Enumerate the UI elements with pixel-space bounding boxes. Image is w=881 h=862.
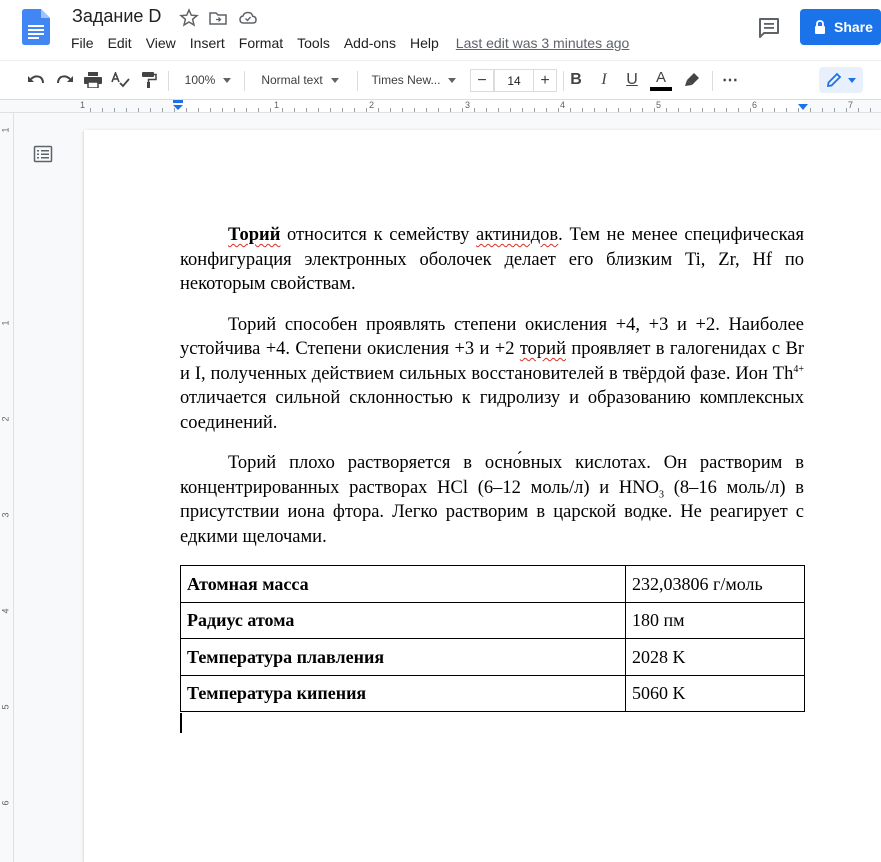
font-family-value: Times New... — [371, 73, 441, 87]
spell-error-word[interactable]: торий — [519, 339, 566, 359]
ruler-tick — [150, 108, 151, 112]
ruler-tick — [222, 108, 223, 112]
ruler-tick — [666, 108, 667, 112]
ruler-tick — [162, 108, 163, 112]
ruler-tick — [726, 108, 727, 112]
ruler-tick — [330, 108, 331, 112]
ruler-tick — [390, 108, 391, 112]
ruler-tick — [450, 108, 451, 112]
editing-mode-button[interactable] — [819, 67, 863, 93]
print-button[interactable] — [81, 61, 105, 99]
chevron-down-icon — [331, 78, 339, 83]
more-options-button[interactable]: ⋯ — [722, 72, 738, 89]
ruler-number: 6 — [0, 800, 11, 806]
increase-font-size-button[interactable]: + — [533, 69, 557, 92]
ruler-tick — [186, 108, 187, 112]
share-button[interactable] — [800, 9, 881, 45]
ruler-tick — [510, 108, 511, 112]
ruler-tick — [126, 108, 127, 112]
ruler-tick — [246, 108, 247, 112]
print-icon — [84, 72, 102, 88]
toolbar — [0, 60, 881, 100]
ruler-tick — [102, 108, 103, 112]
ruler-tick — [870, 108, 871, 112]
ruler-tick — [570, 108, 571, 112]
ruler-tick — [414, 108, 415, 112]
ruler-number: 5 — [656, 100, 662, 110]
paragraph-text: . Тем не менее специфическая конфигурация электронных оболочек делает его близким Ti, Zr, Hf по некоторым свойствам. — [180, 225, 804, 294]
subscript: 3 — [658, 489, 664, 501]
paragraph-1[interactable] — [180, 223, 804, 297]
ruler-tick — [654, 108, 655, 112]
ruler-tick — [798, 108, 799, 112]
properties-table[interactable] — [180, 565, 805, 712]
spell-error-word[interactable]: Торий — [228, 225, 281, 245]
spellcheck-icon — [111, 72, 131, 88]
table-row[interactable] — [181, 639, 805, 676]
ruler-number: 4 — [0, 608, 11, 614]
ruler-tick — [750, 108, 751, 112]
table-cell-value[interactable]: 232,03806 г/моль — [626, 566, 805, 603]
italic-button[interactable]: I — [601, 71, 607, 88]
menu-add-ons[interactable]: Add-ons — [343, 35, 396, 51]
ruler-number: 7 — [848, 100, 854, 110]
ruler-tick — [498, 108, 499, 112]
ruler-number: 1 — [274, 100, 280, 110]
paint-format-button[interactable] — [137, 61, 161, 99]
ruler-tick — [474, 108, 475, 112]
comments-icon[interactable] — [755, 14, 783, 42]
ruler-tick — [294, 108, 295, 112]
ruler-number: 3 — [465, 100, 471, 110]
ruler-tick — [786, 108, 787, 112]
ruler-tick — [378, 108, 379, 112]
ruler-tick — [522, 108, 523, 112]
bold-button[interactable]: B — [570, 71, 582, 88]
ruler-tick — [690, 108, 691, 112]
text-color-swatch — [650, 87, 672, 91]
menu-view[interactable]: View — [145, 35, 176, 51]
ruler-number: 1 — [80, 100, 86, 110]
paragraph-style-select[interactable] — [253, 61, 347, 99]
ruler-tick — [462, 108, 463, 112]
vertical-ruler[interactable] — [0, 113, 14, 862]
ruler-tick — [366, 108, 367, 112]
ruler-tick — [318, 108, 319, 112]
chevron-down-icon — [223, 78, 231, 83]
text-color-button[interactable] — [650, 61, 672, 99]
cloud-saved-icon[interactable] — [238, 8, 258, 28]
menu-bar — [64, 33, 629, 53]
ruler-tick — [834, 108, 835, 112]
ruler-tick — [630, 108, 631, 112]
spell-error-word[interactable]: актинидов — [476, 225, 559, 245]
pencil-icon — [826, 72, 842, 88]
document-body[interactable] — [180, 223, 804, 733]
ruler-tick — [762, 108, 763, 112]
ruler-tick — [402, 108, 403, 112]
highlight-button[interactable] — [681, 61, 703, 99]
ruler-tick — [846, 108, 847, 112]
ruler-tick — [198, 108, 199, 112]
menu-file[interactable]: File — [71, 35, 94, 51]
superscript: 4+ — [793, 363, 804, 375]
paragraph-text: отличается сильной склонностью к гидролизу и образованию комплексных соединений. — [180, 388, 804, 433]
ruler-tick — [618, 108, 619, 112]
ruler-tick — [774, 108, 775, 112]
document-page[interactable] — [84, 130, 881, 862]
table-cell-value[interactable]: 180 пм — [626, 602, 805, 639]
table-cell-label[interactable]: Радиус атома — [181, 602, 626, 639]
document-title[interactable]: Задание D — [72, 6, 162, 26]
ruler-number: 3 — [0, 512, 11, 518]
text-color-glyph: A — [655, 68, 666, 86]
ruler-tick — [678, 108, 679, 112]
ruler-tick — [822, 108, 823, 112]
ruler-number: 5 — [0, 704, 11, 710]
ruler-tick — [426, 108, 427, 112]
lock-icon — [814, 20, 826, 34]
ruler-tick — [138, 108, 139, 112]
docs-logo-icon[interactable] — [22, 9, 50, 45]
highlighter-icon — [684, 72, 700, 88]
ruler-number: 6 — [752, 100, 758, 110]
table-cell-label[interactable]: Атомная масса — [181, 566, 626, 603]
table-cell-label[interactable]: Температура кипения — [181, 675, 626, 712]
paragraph-3[interactable] — [180, 451, 804, 549]
menu-help[interactable]: Help — [409, 35, 439, 51]
table-row[interactable] — [181, 602, 805, 639]
ruler-tick — [858, 108, 859, 112]
menu-insert[interactable]: Insert — [189, 35, 225, 51]
decrease-font-size-button[interactable]: − — [470, 69, 494, 92]
chevron-down-icon — [448, 78, 456, 83]
table-row[interactable] — [181, 566, 805, 603]
ruler-tick — [306, 108, 307, 112]
app-header — [0, 0, 881, 60]
paragraph-text: (8–16 моль/л) в присутствии иона фтора. Легко растворим в царской водке. Не реагирует с едкими щелочами. — [180, 477, 804, 547]
ruler-text-area — [178, 100, 803, 112]
paragraph-text: проявляет в галогенидах с Br и I, полученных действием сильных восстановителей в твёрдой фазе. Ион Th — [180, 339, 804, 384]
ruler-tick — [582, 108, 583, 112]
ruler-tick — [354, 108, 355, 112]
ruler-number: 1 — [0, 127, 11, 133]
ruler-tick — [210, 108, 211, 112]
ruler-tick — [438, 108, 439, 112]
redo-button[interactable] — [53, 61, 77, 99]
menu-tools[interactable]: Tools — [297, 35, 330, 51]
star-icon[interactable] — [179, 8, 199, 28]
ruler-tick — [642, 108, 643, 112]
spellcheck-button[interactable] — [109, 61, 133, 99]
ruler-tick — [486, 108, 487, 112]
chevron-down-icon — [848, 78, 856, 83]
font-family-select[interactable] — [367, 61, 461, 99]
ruler-tick — [174, 108, 175, 112]
paragraph-text: Торий способен проявлять степени окисления +4, +3 и +2. Наиболее устойчива +4. Степени окисления +3 и +2 — [180, 314, 804, 359]
ruler-tick — [90, 108, 91, 112]
table-cell-value[interactable]: 2028 K — [626, 639, 805, 676]
paragraph-text: Торий плохо растворяется в осно́вных кислотах. Он растворим в концентрированных растворах HCl (6–12 моль/л) и HNO — [180, 453, 804, 498]
share-label: Share — [834, 19, 873, 35]
horizontal-ruler[interactable] — [0, 100, 881, 113]
move-folder-icon[interactable] — [208, 8, 228, 28]
ruler-tick — [810, 108, 811, 112]
ruler-tick — [282, 108, 283, 112]
ruler-tick — [114, 108, 115, 112]
table-row[interactable] — [181, 675, 805, 712]
document-outline-icon[interactable] — [33, 144, 53, 164]
ruler-tick — [342, 108, 343, 112]
ruler-tick — [594, 108, 595, 112]
ruler-number: 1 — [0, 320, 11, 326]
ruler-tick — [714, 108, 715, 112]
paint-format-icon — [141, 71, 157, 89]
ruler-tick — [534, 108, 535, 112]
zoom-value: 100% — [184, 73, 216, 87]
ruler-number: 4 — [560, 100, 566, 110]
menu-edit[interactable]: Edit — [107, 35, 132, 51]
ruler-tick — [558, 108, 559, 112]
ruler-tick — [234, 108, 235, 112]
ruler-tick — [702, 108, 703, 112]
ruler-tick — [738, 108, 739, 112]
redo-icon — [56, 74, 74, 86]
ruler-tick — [606, 108, 607, 112]
ruler-number: 2 — [369, 100, 375, 110]
undo-icon — [27, 74, 45, 86]
zoom-select[interactable] — [178, 61, 238, 99]
paragraph-text: относится к семейству — [280, 225, 477, 245]
last-edit-link[interactable]: Last edit was 3 minutes ago — [455, 35, 630, 51]
ruler-tick — [546, 108, 547, 112]
paragraph-2[interactable] — [180, 313, 804, 436]
paragraph-style-value: Normal text — [261, 73, 323, 87]
ruler-tick — [258, 108, 259, 112]
underline-button[interactable]: U — [626, 71, 638, 88]
undo-button[interactable] — [24, 61, 48, 99]
font-size-input[interactable]: 14 — [494, 69, 534, 92]
table-cell-label[interactable]: Температура плавления — [181, 639, 626, 676]
ruler-number: 2 — [0, 416, 11, 422]
table-cell-value[interactable]: 5060 K — [626, 675, 805, 712]
ruler-tick — [270, 108, 271, 112]
menu-format[interactable]: Format — [238, 35, 284, 51]
text-cursor — [180, 713, 182, 733]
